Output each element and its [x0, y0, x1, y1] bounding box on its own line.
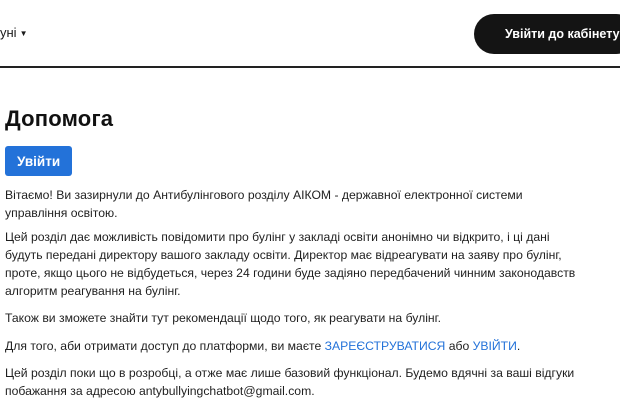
help-content: [5, 186, 620, 398]
enter-cabinet-button[interactable]: Увійти до кабінету: [474, 14, 620, 54]
welcome-paragraph: [5, 186, 620, 222]
top-navigation-bar: [0, 0, 620, 68]
description-line-3: проте, якщо цього не відбудеться, через 24 години буде задіяно передбачений чинним законодавств: [5, 266, 576, 280]
register-link[interactable]: ЗАРЕЄСТРУВАТИСЯ: [324, 339, 446, 353]
access-text-suffix: .: [516, 339, 521, 353]
description-line-2: будуть передані директору вашого закладу освіти. Директор має відреагувати на заяву про булінг,: [5, 248, 562, 262]
login-button[interactable]: Увійти: [5, 146, 72, 176]
welcome-line-2: управління освітою.: [5, 206, 118, 220]
access-text-prefix: Для того, аби отримати доступ до платформи, ви маєте: [5, 339, 325, 353]
login-link[interactable]: УВІЙТИ: [472, 339, 517, 353]
description-line-4: алгоритм реагування на булінг.: [5, 284, 181, 298]
welcome-line-1: Вітаємо! Ви зазирнули до Антибулінгового розділу АІКОМ - державної електронної системи: [5, 188, 523, 202]
access-text-middle: або: [445, 339, 473, 353]
feedback-line-1: Цей розділ поки що в розробці, а отже має лише базовий функціонал. Будемо вдячні за ваші відгуки: [5, 366, 575, 380]
language-selector[interactable]: [0, 25, 28, 40]
access-paragraph: [5, 337, 520, 355]
caret-down-icon: ▼: [19, 28, 28, 38]
page-title: Допомога: [5, 106, 114, 131]
language-selector-label: уні: [0, 25, 17, 40]
recommendations-paragraph: Також ви зможете знайти тут рекомендації щодо того, як реагувати на булінг.: [5, 311, 442, 325]
feedback-line-2: побажання за адресою antybullyingchatbot@gmail.com.: [5, 384, 315, 398]
section-description-paragraph: [5, 228, 575, 300]
feedback-paragraph: [5, 364, 574, 400]
description-line-1: Цей розділ дає можливість повідомити про булінг у закладі освіти анонімно чи відкрито, і ці дані: [5, 230, 550, 244]
